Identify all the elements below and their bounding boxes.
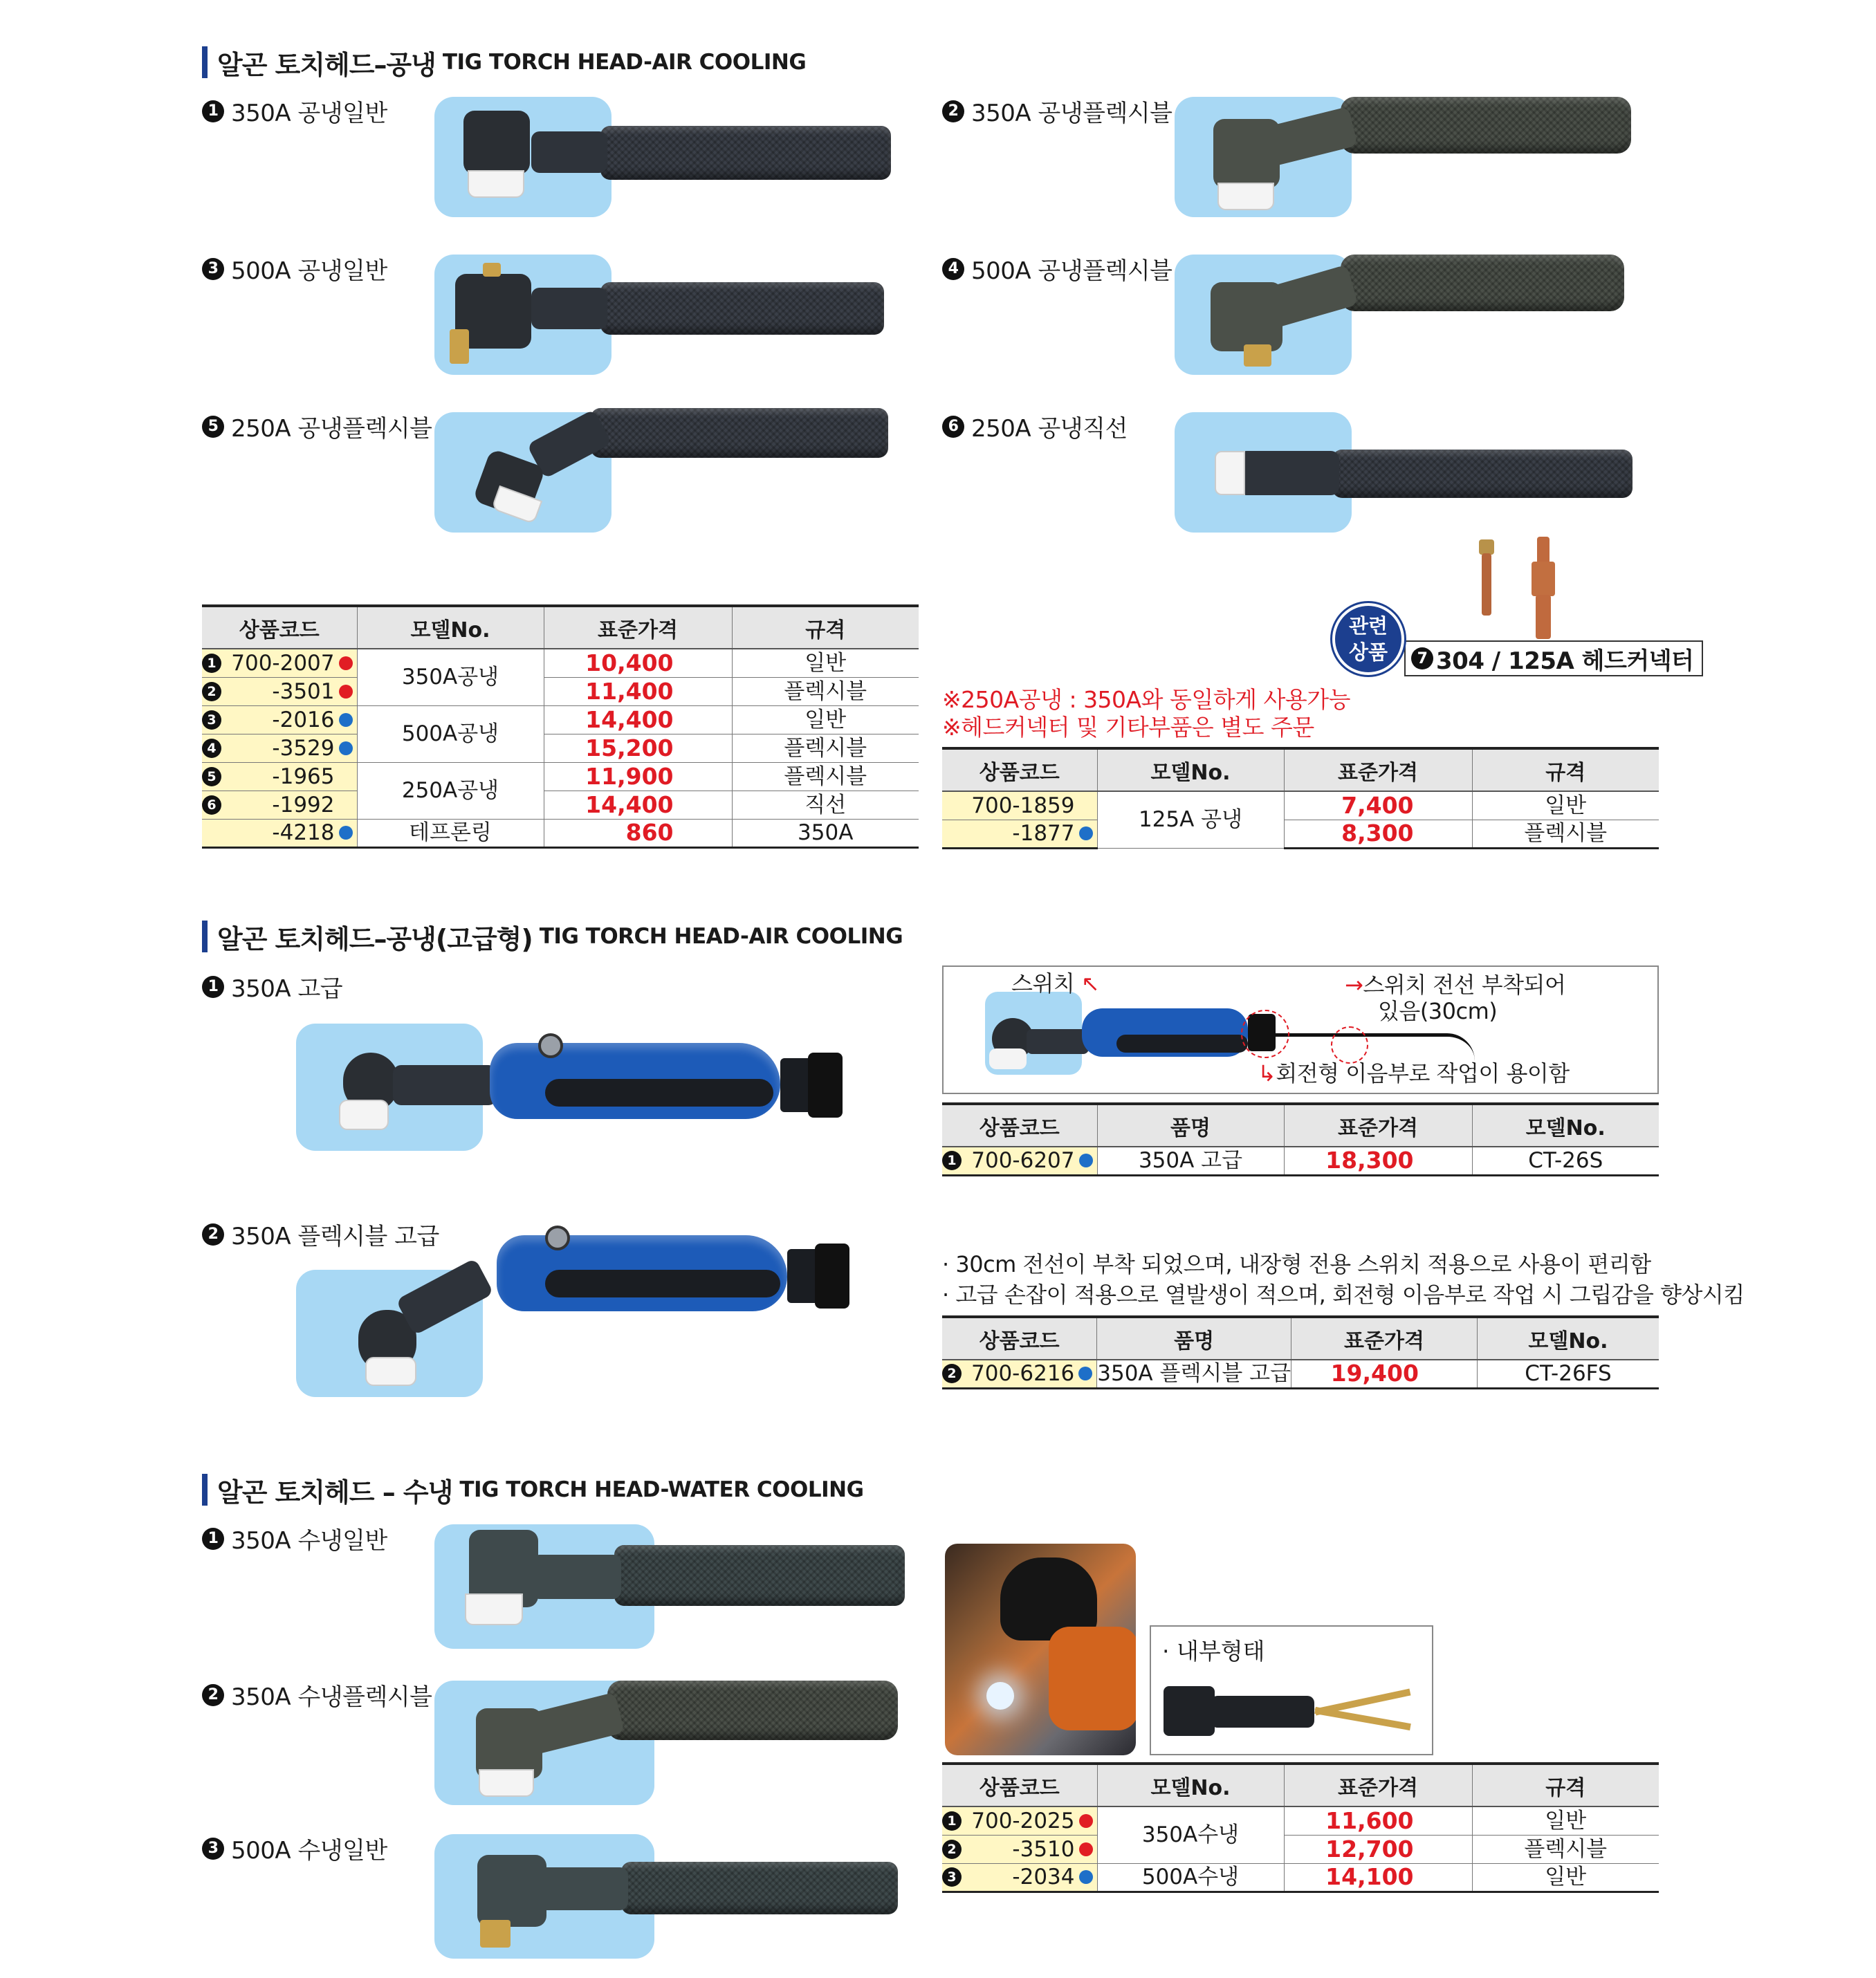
inner-tube	[1314, 1707, 1411, 1730]
empty-dot	[339, 770, 353, 784]
table-row	[942, 1863, 1659, 1892]
product-label-1	[202, 94, 387, 128]
col-header: 모델No.	[1097, 748, 1284, 791]
blue-dot-icon	[1079, 1154, 1093, 1167]
badge-line: 관련	[1348, 614, 1388, 638]
number-badge: 7	[1411, 647, 1433, 669]
number-badge: 3	[202, 258, 224, 280]
product-code: -1965	[272, 764, 335, 789]
price-cell: 18,300	[1284, 1147, 1472, 1175]
col-header: 규격	[732, 606, 919, 649]
spec-cell: 일반	[732, 649, 919, 677]
product-name: 350A 수냉일반	[231, 1527, 387, 1555]
product-code: 700-2007	[231, 650, 335, 676]
callout-text: 회전형 이음부로 작업이 용이함	[1276, 1060, 1570, 1087]
arrow-icon: ↖	[1074, 970, 1100, 997]
product-name: 250A 공냉직선	[971, 415, 1128, 443]
price-cell: 19,400	[1291, 1360, 1478, 1388]
product-label-2	[942, 94, 1172, 128]
product-name: 500A 공냉일반	[231, 257, 387, 285]
price-cell: 15,200	[544, 734, 732, 762]
number-badge: 3	[202, 710, 221, 730]
price-table-air-cooling	[202, 604, 919, 849]
feature-bullets	[942, 1249, 1745, 1310]
price-cell: 14,400	[544, 705, 732, 734]
note-compat: ※250A공냉 : 350A와 동일하게 사용가능	[942, 686, 1351, 713]
feature-diagram	[942, 965, 1659, 1094]
model-cell: CT-26S	[1472, 1147, 1659, 1175]
section-title-en: TIG TORCH HEAD-AIR COOLING	[442, 50, 807, 75]
price-cell: 10,400	[544, 649, 732, 677]
section-title-water-cooling	[202, 1473, 864, 1506]
number-badge: 2	[942, 1364, 962, 1383]
model-cell: 250A공냉	[357, 762, 544, 819]
product-code: -1992	[272, 792, 335, 817]
spec-cell: 일반	[1472, 1806, 1659, 1835]
table-row	[942, 1835, 1659, 1863]
name-cell: 350A 플렉시블 고급	[1097, 1360, 1291, 1388]
number-badge: 5	[202, 416, 224, 438]
blue-dot-icon	[339, 741, 353, 755]
title-bar	[202, 46, 208, 78]
title-bar	[202, 921, 208, 952]
col-header: 표준가격	[544, 606, 732, 649]
section-title-ko: 알곤 토치헤드–공냉	[217, 49, 436, 80]
product-name: 350A 수냉플렉시블	[231, 1683, 432, 1711]
col-header: 상품코드	[942, 1317, 1097, 1360]
product-code: -2034	[1012, 1865, 1075, 1889]
price-cell: 11,900	[544, 762, 732, 791]
red-dot-icon	[1079, 1814, 1093, 1828]
number-badge: 2	[202, 682, 221, 701]
product-label-5	[202, 409, 432, 443]
price-cell: 12,700	[1284, 1835, 1472, 1863]
blue-dot-icon	[339, 826, 353, 840]
col-header: 표준가격	[1284, 1764, 1472, 1806]
product-label-water-3	[202, 1831, 387, 1865]
price-table-water-cooling	[942, 1762, 1659, 1893]
bullet-line: · 30cm 전선이 부착 되었으며, 내장형 전용 스위치 적용으로 사용이 편리함	[942, 1251, 1651, 1277]
section-title-en: TIG TORCH HEAD-AIR COOLING	[539, 924, 903, 949]
product-code: 700-2025	[971, 1808, 1075, 1833]
product-name: 500A 공냉플렉시블	[971, 257, 1172, 285]
col-header: 표준가격	[1291, 1317, 1478, 1360]
name-cell: 350A 고급	[1097, 1147, 1284, 1175]
product-label-premium-2	[202, 1217, 439, 1251]
number-badge: 6	[942, 416, 964, 438]
section-title-ko: 알곤 토치헤드 – 수냉	[217, 1477, 453, 1508]
price-table-premium-2	[942, 1315, 1659, 1389]
number-badge: 1	[942, 1811, 962, 1831]
model-cell: 테프론링	[357, 819, 544, 847]
table-row	[202, 649, 919, 677]
number-badge: 6	[202, 795, 221, 815]
blue-dot-icon	[339, 713, 353, 727]
col-header: 모델No.	[1477, 1317, 1659, 1360]
col-header: 상품코드	[942, 1764, 1097, 1806]
callout-text: 스위치	[1011, 970, 1075, 997]
number-badge: 1	[202, 654, 221, 673]
price-table-premium-1	[942, 1102, 1659, 1176]
spec-cell: 일반	[1472, 1863, 1659, 1892]
table-row	[942, 791, 1659, 820]
model-cell: 500A공냉	[357, 705, 544, 762]
section-title-air-cooling	[202, 46, 806, 79]
product-label-premium-1	[202, 970, 342, 1004]
table-row	[202, 791, 919, 819]
product-name: 350A 고급	[231, 975, 343, 1003]
table-row	[202, 734, 919, 762]
table-row	[942, 1806, 1659, 1835]
product-name: 250A 공냉플렉시블	[231, 415, 432, 443]
product-code: -4218	[272, 820, 335, 845]
spec-cell: 일반	[732, 705, 919, 734]
price-cell: 14,100	[1284, 1863, 1472, 1892]
col-header: 품명	[1097, 1317, 1291, 1360]
table-row	[202, 705, 919, 734]
col-header: 표준가격	[1284, 748, 1472, 791]
col-header: 규격	[1472, 748, 1659, 791]
product-label-3	[202, 252, 387, 286]
red-dot-icon	[339, 656, 353, 670]
arrow-icon: →	[1345, 972, 1363, 998]
inner-head	[1164, 1686, 1215, 1736]
number-badge: 1	[202, 1528, 224, 1550]
number-badge: 2	[202, 1223, 224, 1246]
callout-text: 스위치 전선 부착되어	[1363, 972, 1566, 998]
product-label-water-2	[202, 1678, 432, 1712]
inner-neck	[1211, 1696, 1314, 1728]
product-code: -3529	[272, 735, 335, 761]
col-header: 모델No.	[1472, 1104, 1659, 1147]
product-code: -1877	[1012, 821, 1075, 846]
related-product-name: 304 / 125A 헤드커넥터	[1436, 647, 1694, 675]
price-cell: 11,400	[544, 677, 732, 705]
number-badge: 2	[202, 1684, 224, 1706]
model-cell: 500A수냉	[1097, 1863, 1284, 1892]
callout-wire-length: 있음(30cm)	[1378, 998, 1498, 1024]
product-name: 500A 수냉일반	[231, 1837, 387, 1865]
number-badge: 1	[942, 1151, 962, 1170]
empty-dot	[339, 798, 353, 812]
number-badge: 5	[202, 767, 221, 786]
product-code: -3510	[1012, 1836, 1075, 1862]
product-code: 700-6207	[971, 1148, 1075, 1174]
welder-photo	[945, 1544, 1136, 1755]
table-row	[942, 1147, 1659, 1175]
blue-dot-icon	[1078, 1367, 1092, 1380]
section-title-ko: 알곤 토치헤드–공냉(고급형)	[217, 923, 533, 954]
spec-cell: 플렉시블	[1472, 820, 1659, 848]
number-badge: 1	[202, 100, 224, 122]
number-badge: 3	[202, 1838, 224, 1860]
blue-dot-icon	[1079, 826, 1093, 840]
callout-rotate	[1258, 1061, 1570, 1086]
spec-cell: 플렉시블	[732, 734, 919, 762]
bullet-line: · 고급 손잡이 적용으로 열발생이 적으며, 회전형 이음부로 작업 시 그립감을 향상시킴	[942, 1282, 1745, 1308]
spec-cell: 350A	[732, 819, 919, 847]
price-cell: 14,400	[544, 791, 732, 819]
number-badge: 2	[942, 1840, 962, 1859]
section-title-air-cooling-premium	[202, 920, 903, 953]
arrow-icon: ↳	[1258, 1060, 1276, 1087]
price-cell: 11,600	[1284, 1806, 1472, 1835]
table-row	[942, 820, 1659, 848]
col-header: 상품코드	[942, 748, 1097, 791]
title-bar	[202, 1474, 208, 1506]
model-cell: 125A 공냉	[1097, 791, 1284, 848]
spec-cell: 플렉시블	[1472, 1835, 1659, 1863]
table-row	[942, 1360, 1659, 1388]
table-row	[202, 677, 919, 705]
number-badge: 4	[202, 739, 221, 758]
related-product-label	[1404, 640, 1703, 676]
table-row	[202, 762, 919, 791]
col-header: 상품코드	[202, 606, 357, 649]
section-title-en: TIG TORCH HEAD-WATER COOLING	[459, 1477, 864, 1502]
price-cell: 8,300	[1284, 820, 1472, 848]
callout-switch	[1011, 971, 1099, 996]
number-badge: 1	[202, 976, 224, 998]
inner-structure-box	[1150, 1625, 1433, 1755]
col-header: 모델No.	[357, 606, 544, 649]
red-dot-icon	[1079, 1842, 1093, 1856]
col-header: 품명	[1097, 1104, 1284, 1147]
col-header: 상품코드	[942, 1104, 1097, 1147]
spec-cell: 일반	[1472, 791, 1659, 820]
product-name: 350A 공냉플렉시블	[971, 100, 1172, 127]
col-header: 표준가격	[1284, 1104, 1472, 1147]
model-cell: CT-26FS	[1477, 1360, 1659, 1388]
blue-dot-icon	[1079, 1870, 1093, 1884]
callout-wire	[1345, 972, 1565, 997]
product-label-6	[942, 409, 1128, 443]
inner-structure-label: · 내부형태	[1162, 1638, 1265, 1665]
model-cell: 350A공냉	[357, 649, 544, 705]
number-badge: 2	[942, 100, 964, 122]
price-table-head-connector	[942, 747, 1659, 849]
spec-cell: 플렉시블	[732, 762, 919, 791]
product-label-water-1	[202, 1522, 387, 1555]
note-separate-order: ※헤드커넥터 및 기타부품은 별도 주문	[942, 714, 1314, 741]
spec-cell: 직선	[732, 791, 919, 819]
product-code: 700-6216	[971, 1361, 1075, 1387]
empty-dot	[1079, 799, 1093, 813]
red-dot-icon	[339, 685, 353, 699]
col-header: 규격	[1472, 1764, 1659, 1806]
number-badge: 3	[942, 1867, 962, 1887]
price-cell: 860	[544, 819, 732, 847]
product-code: -2016	[272, 707, 335, 732]
col-header: 모델No.	[1097, 1764, 1284, 1806]
table-row	[202, 819, 919, 847]
badge-line: 상품	[1348, 640, 1388, 664]
number-badge: 4	[942, 258, 964, 280]
model-cell: 350A수냉	[1097, 1806, 1284, 1863]
product-code: -3501	[272, 678, 335, 704]
spec-cell: 플렉시블	[732, 677, 919, 705]
product-name: 350A 공냉일반	[231, 100, 387, 127]
product-name: 350A 플렉시블 고급	[231, 1223, 439, 1250]
product-code: 700-1859	[971, 793, 1075, 818]
related-product-badge	[1332, 603, 1404, 675]
price-cell: 7,400	[1284, 791, 1472, 820]
product-label-4	[942, 252, 1172, 286]
